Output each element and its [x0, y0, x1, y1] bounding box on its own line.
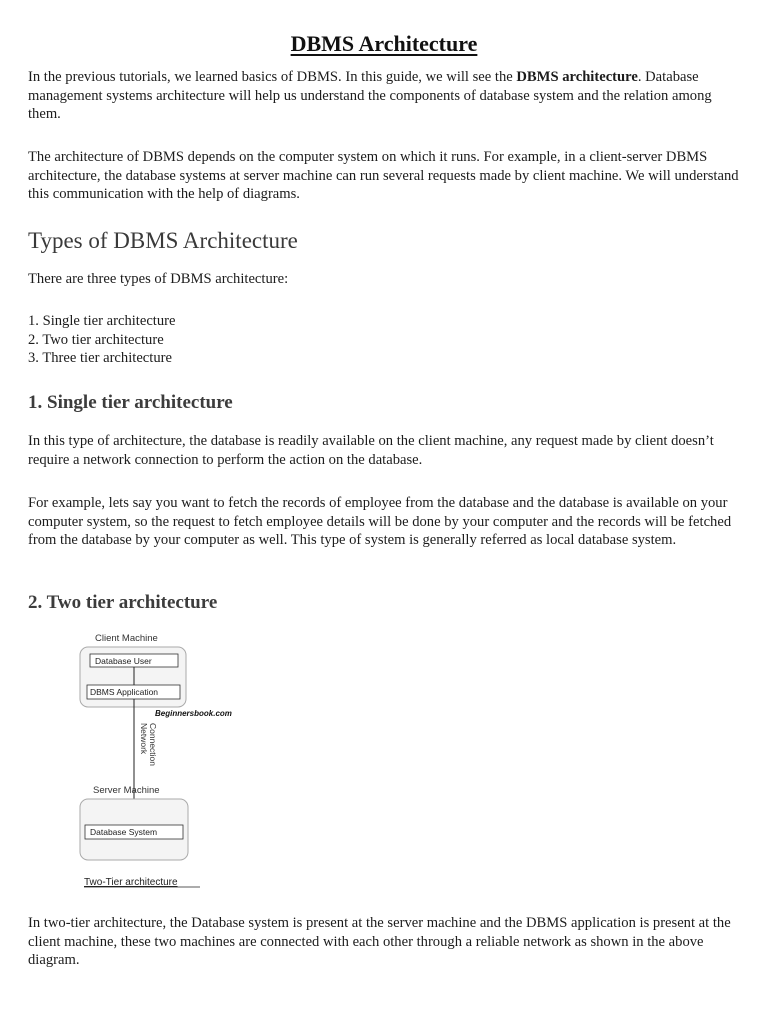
network-label-line2: Connection — [148, 723, 158, 767]
types-intro: There are three types of DBMS architecture: — [28, 271, 289, 287]
types-list — [28, 312, 176, 368]
list-item: 1. Single tier architecture — [28, 313, 176, 329]
network-label-line1: Network — [139, 723, 149, 755]
intro-bold-term: DBMS architecture — [516, 69, 638, 85]
list-item: 3. Three tier architecture — [28, 350, 172, 367]
server-machine-label: Server Machine — [93, 785, 160, 796]
page-title: DBMS Architecture — [290, 30, 478, 56]
two-tier-paragraph: In two-tier architecture, the Database system is present at the server machine and the DBMS application is present at the client machine, these two machines are connected with each other through a reliable network as shown in the above diagram. — [28, 915, 731, 969]
list-item: 2. Two tier architecture — [28, 331, 164, 348]
single-tier-heading: 1. Single tier architecture — [28, 392, 233, 413]
diagram-caption: Two-Tier architecture — [84, 877, 178, 888]
architecture-paragraph: The architecture of DBMS depends on the computer system on which it runs. For example, in a client-server DBMS architecture, the database systems at server machine can run several requests made by client machine. We will understand this communication with the help of diagrams. — [28, 149, 739, 203]
client-machine-label: Client Machine — [95, 633, 158, 644]
single-tier-paragraph-1: In this type of architecture, the database is readily available on the client machine, any request made by client doesn’t require a network connection to perform the action on the database. — [28, 433, 714, 468]
two-tier-heading: 2. Two tier architecture — [28, 592, 218, 613]
watermark-text: Beginnersbook.com — [155, 709, 232, 718]
intro-text-start: In the previous tutorials, we learned basics of DBMS. In this guide, we will see the — [28, 69, 517, 85]
dbms-application-label: DBMS Application — [90, 687, 159, 697]
database-user-label: Database User — [95, 656, 152, 666]
two-tier-diagram — [70, 628, 270, 893]
database-system-label: Database System — [90, 827, 158, 837]
intro-paragraph — [28, 68, 740, 124]
single-tier-paragraph-2: For example, lets say you want to fetch the records of employee from the database and the database is available on your computer system, so the request to fetch employee details will be done by your computer and the records will be fetched from the database by your computer as well. This type of system is generally referred as local database system. — [28, 495, 732, 549]
intro-text-end: . Database management systems architecture will help us understand the components of database system and the relation among them. — [28, 69, 712, 123]
types-heading: Types of DBMS Architecture — [28, 228, 298, 253]
